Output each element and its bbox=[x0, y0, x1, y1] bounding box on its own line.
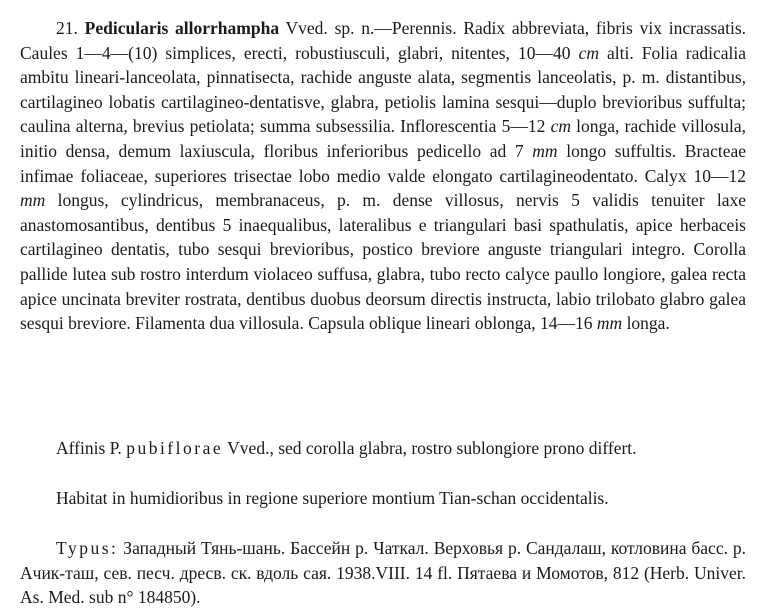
unit-cm: cm bbox=[550, 116, 571, 137]
species-authority: Vved. sp. n.— bbox=[285, 18, 392, 38]
description-text-4: longo suffultis. Bracteae infimae foliaceae, superiores trisectae lobo medio valde elongato cartilagineodentato. Calyx 10—12 bbox=[20, 140, 746, 186]
typus-label: Typus: bbox=[56, 538, 119, 558]
description-text-2: alti. Folia radicalia ambitu lineari-lanceolata, pinnatisecta, rachide anguste alata, segmentis lanceolatis, p. m. distantibus, cartilagineo lobatis cartilagineo-dentatisve, glabra, petiolis lamina sesqui—duplo brevioribus suffulta; caulina alterna, brevius petiolata; summa subsessilia. Inflorescentia 5—12 bbox=[20, 42, 747, 137]
typus-paragraph bbox=[20, 536, 746, 610]
unit-cm: cm bbox=[578, 42, 599, 63]
description-text-5: longus, cylindricus, membranaceus, p. m. dense villosus, nervis 5 validis tenuiter laxe anastomosantibus, dentibus 5 inaequalibus, lateralibus e triangulari basi spathulatis, apice herbaceis cartilagineo dentatis, tubo sesqui brevioribus, postico breviore anguste triangulari integro. Corolla pallide lutea sub rostro interdum violaceo suffusa, glabra, tubo recto calyce paullo longiore, galea recta apice uncinata breviter rostrata, dentibus duobus deorsum directis instructa, labio trilobato glabro galea sesqui breviore. Filamenta dua villosula. Capsula oblique lineari oblonga, 14—16 bbox=[20, 190, 746, 334]
description-text-1: Perennis. Radix abbreviata, fibris vix incrassatis. Caules 1—4—(10) simplices, erecti, robustiusculi, glabri, nitentes, 10—40 bbox=[20, 18, 747, 63]
affinity-species-ref: pubiflorae bbox=[126, 438, 224, 458]
unit-mm: mm bbox=[20, 190, 46, 211]
affinity-paragraph bbox=[20, 436, 746, 461]
habitat-text: Habitat in humidioribus in regione superiore montium Tian-schan occidentalis. bbox=[56, 488, 609, 508]
species-name: Pedicularis allorrhampha bbox=[84, 18, 280, 38]
habitat-paragraph bbox=[20, 486, 746, 511]
species-number: 21. bbox=[56, 18, 78, 38]
unit-mm: mm bbox=[532, 140, 558, 161]
affinity-text: Vved., sed corolla glabra, rostro sublongiore prono differt. bbox=[223, 438, 637, 458]
description-text-3: longa, rachide villosula, initio densa, demum laxiuscula, floribus inferioribus pedicello ad 7 bbox=[20, 116, 746, 161]
typus-text: Западный Тянь-шань. Бассейн р. Чаткал. Верховья р. Сандалаш, котловина басс. р. Ачик-таш, сев. песч. дресв. ск. вдоль сая. 1938.VIII. 14 fl. Пятаева и Момотов, 812 (Herb. Univer. As. Med. sub n° 184850). bbox=[20, 538, 746, 608]
description-text-6: longa. bbox=[622, 313, 670, 334]
affinity-prefix: Affinis P. bbox=[56, 438, 127, 458]
unit-mm: mm bbox=[596, 313, 623, 334]
species-description bbox=[20, 16, 746, 336]
